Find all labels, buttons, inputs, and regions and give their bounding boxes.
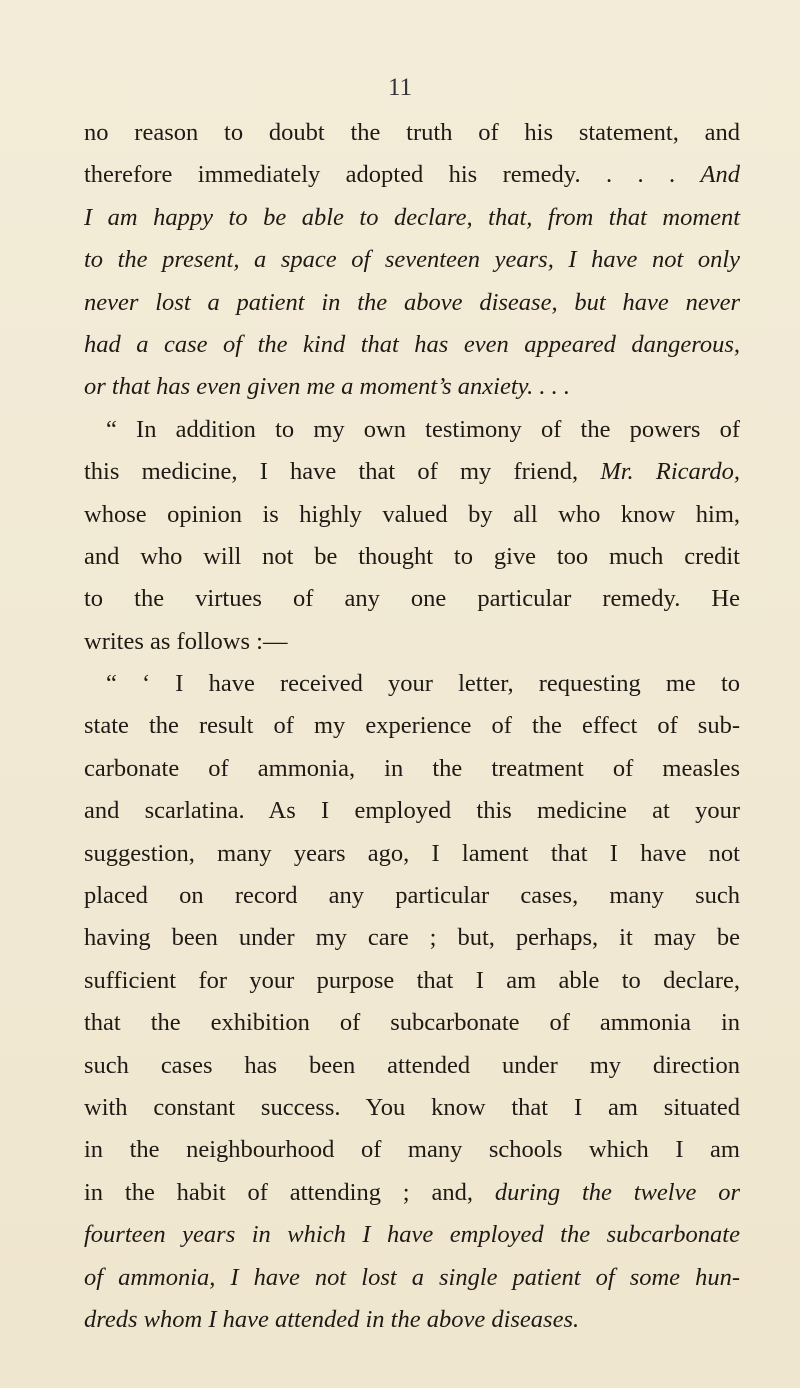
italic-text-segment: had a case of the kind that has even appeared dangerous, — [84, 330, 740, 358]
italic-text-segment: fourteen years in which I have employed the subcarbonate — [84, 1221, 740, 1249]
italic-text-segment: never lost a patient in the above disease, but have never — [84, 288, 740, 316]
text-line — [84, 1214, 740, 1256]
text-segment: “ ‘ I have received your letter, requesting me to — [106, 670, 740, 698]
text-line — [84, 1045, 740, 1087]
text-line — [84, 1129, 740, 1171]
text-line — [84, 154, 740, 196]
text-segment: placed on record any particular cases, many such — [84, 882, 740, 910]
italic-text-segment: dreds whom I have attended in the above diseases. — [84, 1305, 580, 1333]
italic-text-segment: I am happy to be able to declare, that, from that moment — [84, 203, 740, 231]
text-line — [84, 451, 740, 493]
text-line — [84, 112, 740, 154]
text-line — [84, 960, 740, 1002]
text-line — [84, 621, 740, 663]
text-segment: to the virtues of any one particular remedy. He — [84, 585, 740, 613]
text-line — [84, 536, 740, 578]
italic-text-segment: And — [700, 161, 740, 189]
italic-text-segment: or that has even given me a moment’s anxiety. . . . — [84, 373, 571, 401]
text-line — [84, 239, 740, 281]
italic-text-segment: of ammonia, I have not lost a single patient of some hun- — [84, 1263, 740, 1291]
text-segment: whose opinion is highly valued by all who know him, — [84, 500, 740, 528]
text-segment: sufficient for your purpose that I am able to declare, — [84, 966, 740, 994]
text-segment: that the exhibition of subcarbonate of ammonia in — [84, 1009, 740, 1037]
text-line — [84, 1087, 740, 1129]
page-number: 11 — [387, 74, 413, 101]
text-line — [84, 366, 740, 408]
italic-text-segment: Mr. Ricardo, — [600, 458, 740, 486]
text-segment: therefore immediately adopted his remedy. . . . — [84, 161, 701, 189]
text-line — [84, 833, 740, 875]
text-segment: and who will not be thought to give too much credit — [84, 542, 740, 570]
text-segment: in the neighbourhood of many schools which I am — [84, 1136, 740, 1164]
text-segment: with constant success. You know that I am situated — [84, 1093, 740, 1121]
text-line — [84, 790, 740, 832]
text-segment: “ In addition to my own testimony of the powers of — [106, 415, 740, 443]
text-line — [84, 494, 740, 536]
text-line — [84, 875, 740, 917]
text-line — [84, 197, 740, 239]
text-line — [84, 1257, 740, 1299]
text-line — [84, 663, 740, 705]
text-segment: state the result of my experience of the effect of sub- — [84, 712, 740, 740]
text-segment: no reason to doubt the truth of his statement, and — [84, 119, 740, 146]
text-segment: writes as follows :— — [84, 627, 288, 655]
text-line — [84, 1299, 740, 1341]
text-line — [84, 917, 740, 959]
text-segment: and scarlatina. As I employed this medicine at your — [84, 797, 740, 825]
text-line — [84, 1002, 740, 1044]
text-line — [84, 324, 740, 366]
text-segment: this medicine, I have that of my friend, — [84, 458, 601, 486]
body-text — [84, 112, 740, 1341]
text-line — [84, 705, 740, 747]
text-segment: having been under my care ; but, perhaps, it may be — [84, 924, 740, 952]
italic-text-segment: during the twelve or — [494, 1178, 740, 1206]
text-segment: carbonate of ammonia, in the treatment of measles — [84, 754, 740, 782]
text-line — [84, 409, 740, 451]
text-line — [84, 282, 740, 324]
text-segment: suggestion, many years ago, I lament that I have not — [84, 839, 740, 867]
text-line — [84, 578, 740, 620]
text-line — [84, 748, 740, 790]
text-line — [84, 1172, 740, 1214]
text-segment: in the habit of attending ; and, — [84, 1178, 495, 1206]
italic-text-segment: to the present, a space of seventeen years, I have not only — [84, 246, 740, 274]
text-segment: such cases has been attended under my direction — [84, 1051, 740, 1079]
